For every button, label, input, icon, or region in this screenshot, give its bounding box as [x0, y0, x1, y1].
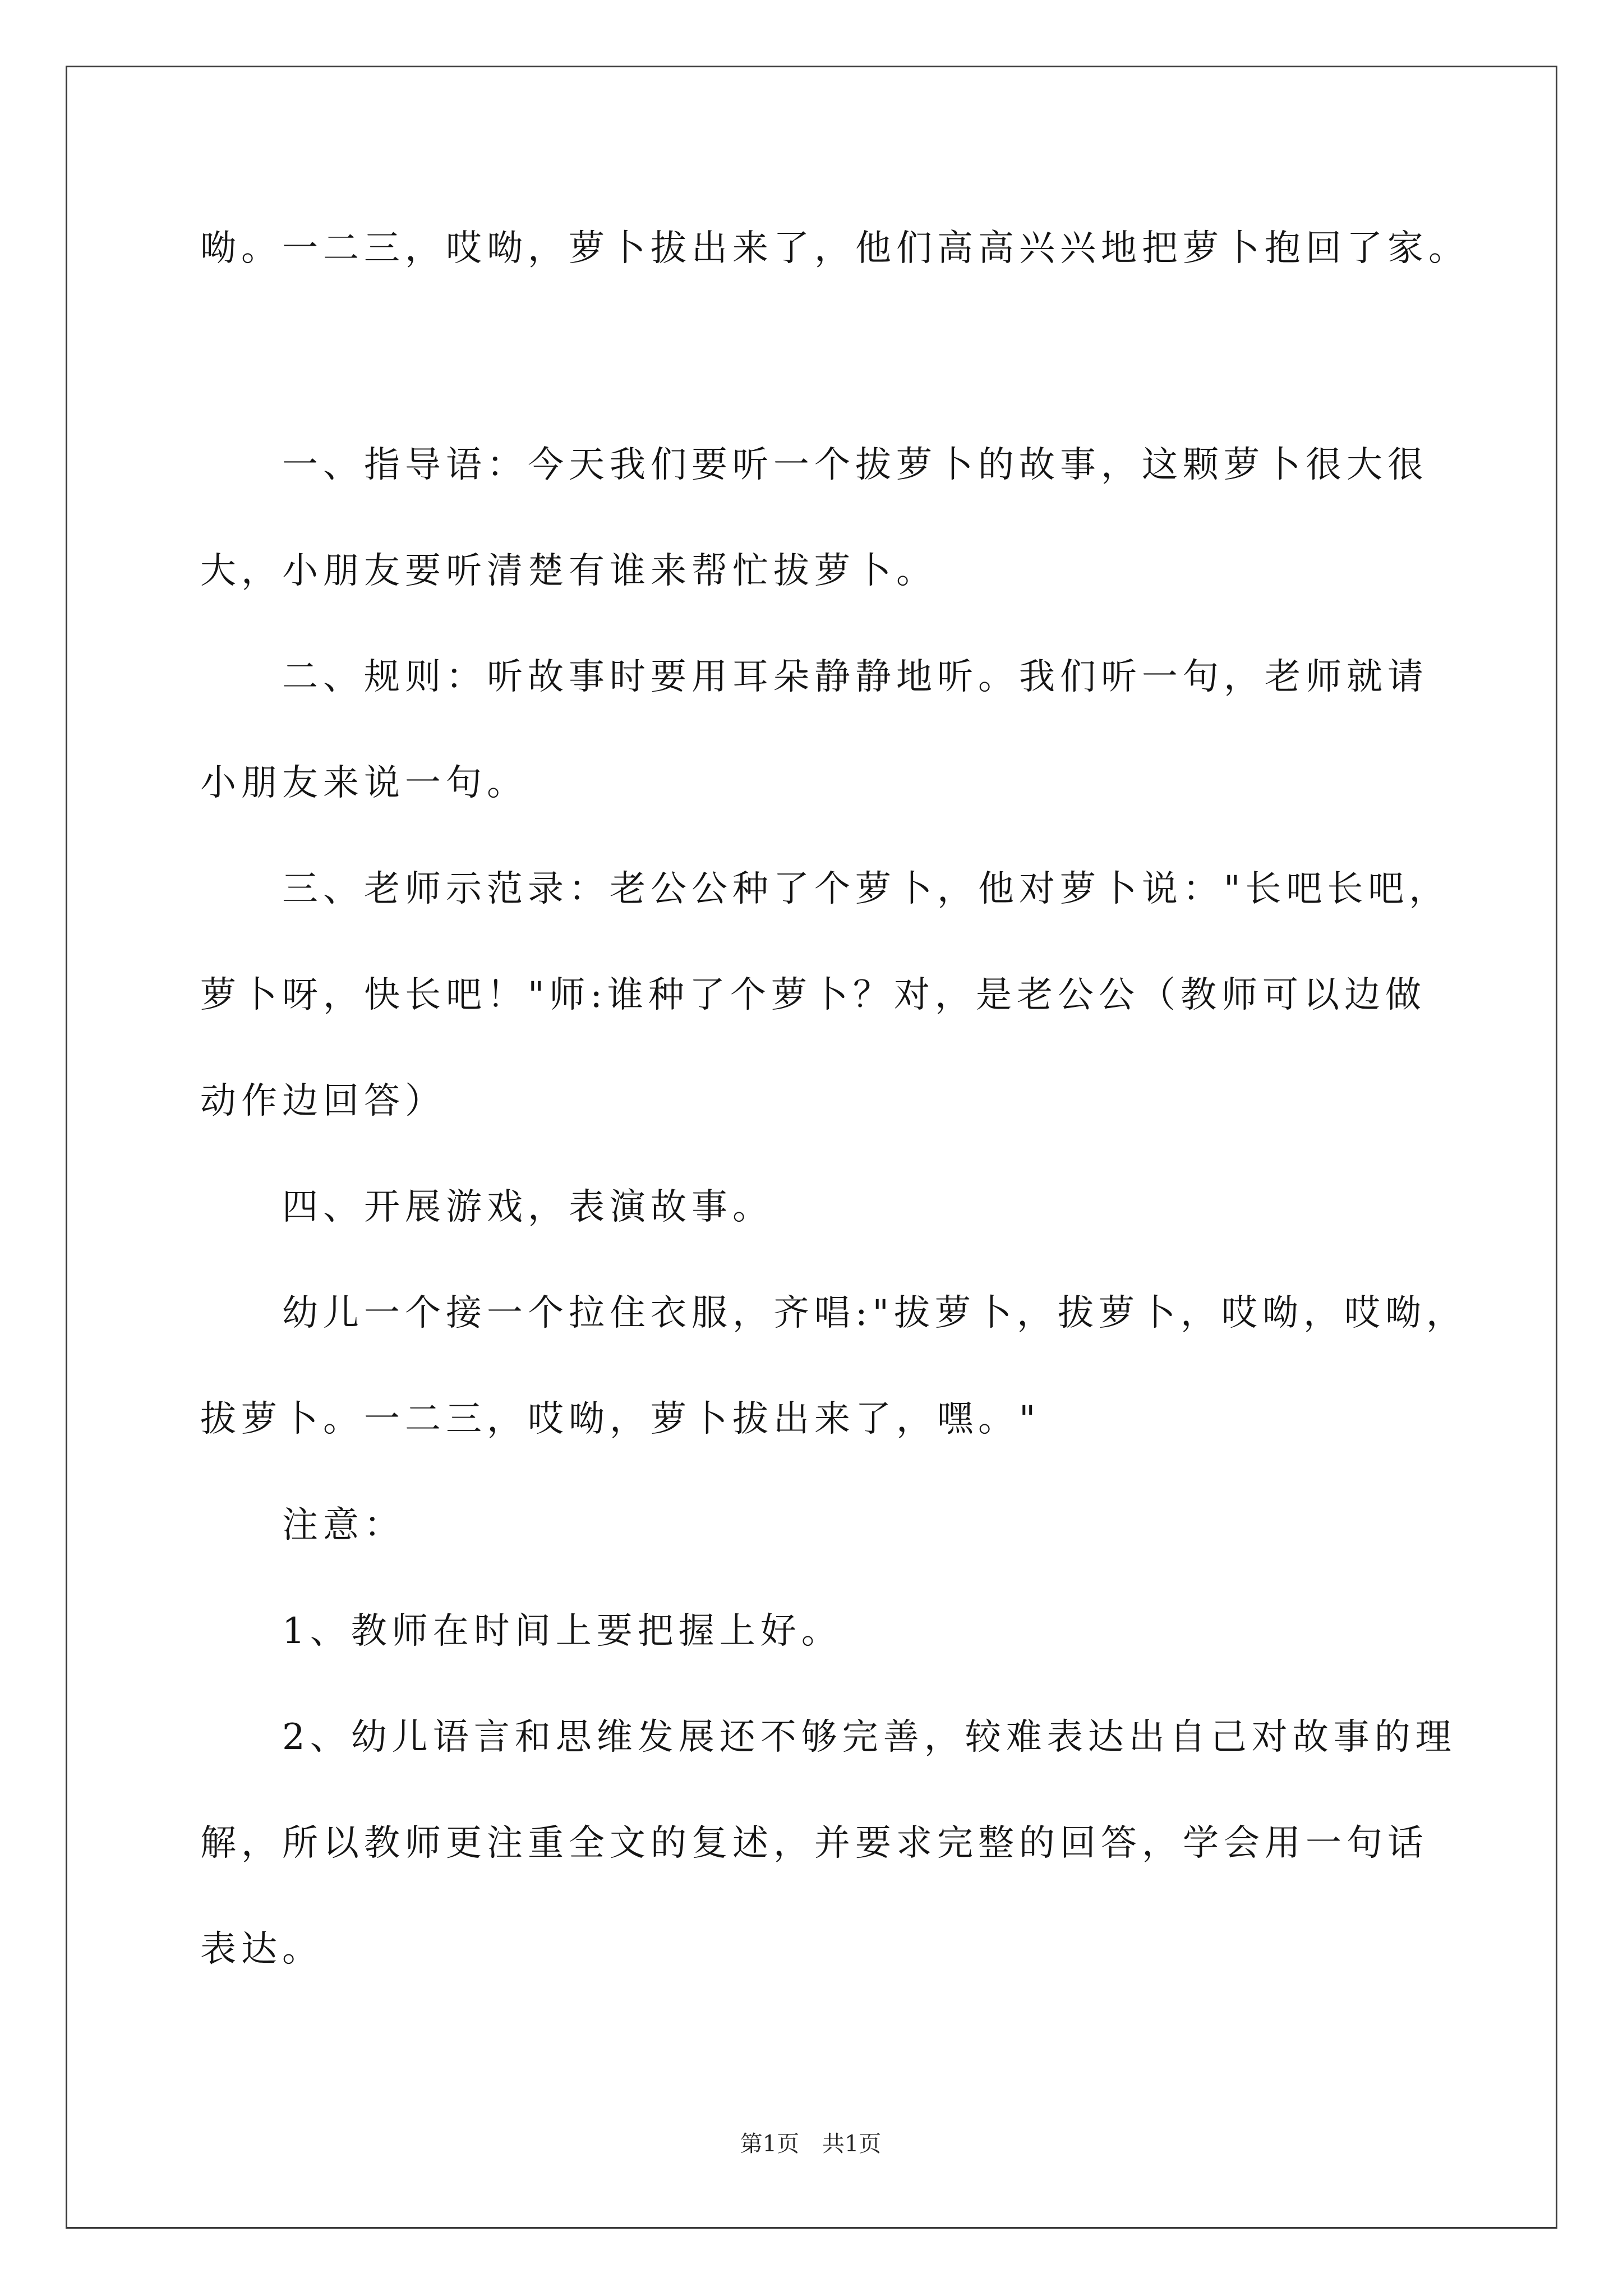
text-line: 三、老师示范录：老公公种了个萝卜，他对萝卜说："长吧长吧， — [282, 868, 1450, 910]
text-line: 四、开展游戏，表演故事。 — [282, 1186, 773, 1228]
paragraph-rules — [200, 624, 1490, 836]
text-line: 动作边回答） — [200, 1080, 446, 1122]
paragraph-note-2 — [200, 1685, 1490, 2003]
text-line: 1、教师在时间上要把握上好。 — [282, 1611, 842, 1652]
text-line: 拔萝卜。一二三，哎呦，萝卜拔出来了，嘿。" — [200, 1398, 1041, 1440]
paragraph-chant — [200, 1260, 1490, 1473]
paragraph-game — [200, 1154, 1490, 1260]
text-line: 一、指导语：今天我们要听一个拔萝卜的故事，这颗萝卜很大很 — [282, 444, 1428, 486]
text-line: 二、规则：听故事时要用耳朵静静地听。我们听一句，老师就请 — [282, 656, 1428, 698]
text-line: 解，所以教师更注重全文的复述，并要求完整的回答，学会用一句话 — [200, 1823, 1428, 1864]
text-line: 萝卜呀，快长吧！"师:谁种了个萝卜？对，是老公公（教师可以边做 — [200, 974, 1426, 1016]
text-line: 呦。一二三，哎呦，萝卜拔出来了，他们高高兴兴地把萝卜抱回了家。 — [200, 228, 1469, 269]
page-content — [200, 196, 1490, 2003]
paragraph-notes-heading — [200, 1473, 1490, 1579]
paragraph-demonstration — [200, 836, 1490, 1154]
footer-page-number: 第1页 共1页 — [740, 2131, 882, 2157]
text-line: 表达。 — [200, 1929, 323, 1970]
text-line: 小朋友来说一句。 — [200, 762, 528, 804]
text-line: 2、幼儿语言和思维发展还不够完善，较难表达出自己对故事的理 — [282, 1717, 1456, 1758]
paragraph-note-1 — [200, 1579, 1490, 1685]
paragraph-continuation — [200, 196, 1490, 302]
text-line: 幼儿一个接一个拉住衣服，齐唱:"拔萝卜，拔萝卜，哎呦，哎呦， — [282, 1292, 1467, 1334]
text-line: 注意： — [282, 1504, 405, 1546]
text-line: 大，小朋友要听清楚有谁来帮忙拔萝卜。 — [200, 550, 937, 592]
paragraph-guidance — [200, 412, 1490, 624]
